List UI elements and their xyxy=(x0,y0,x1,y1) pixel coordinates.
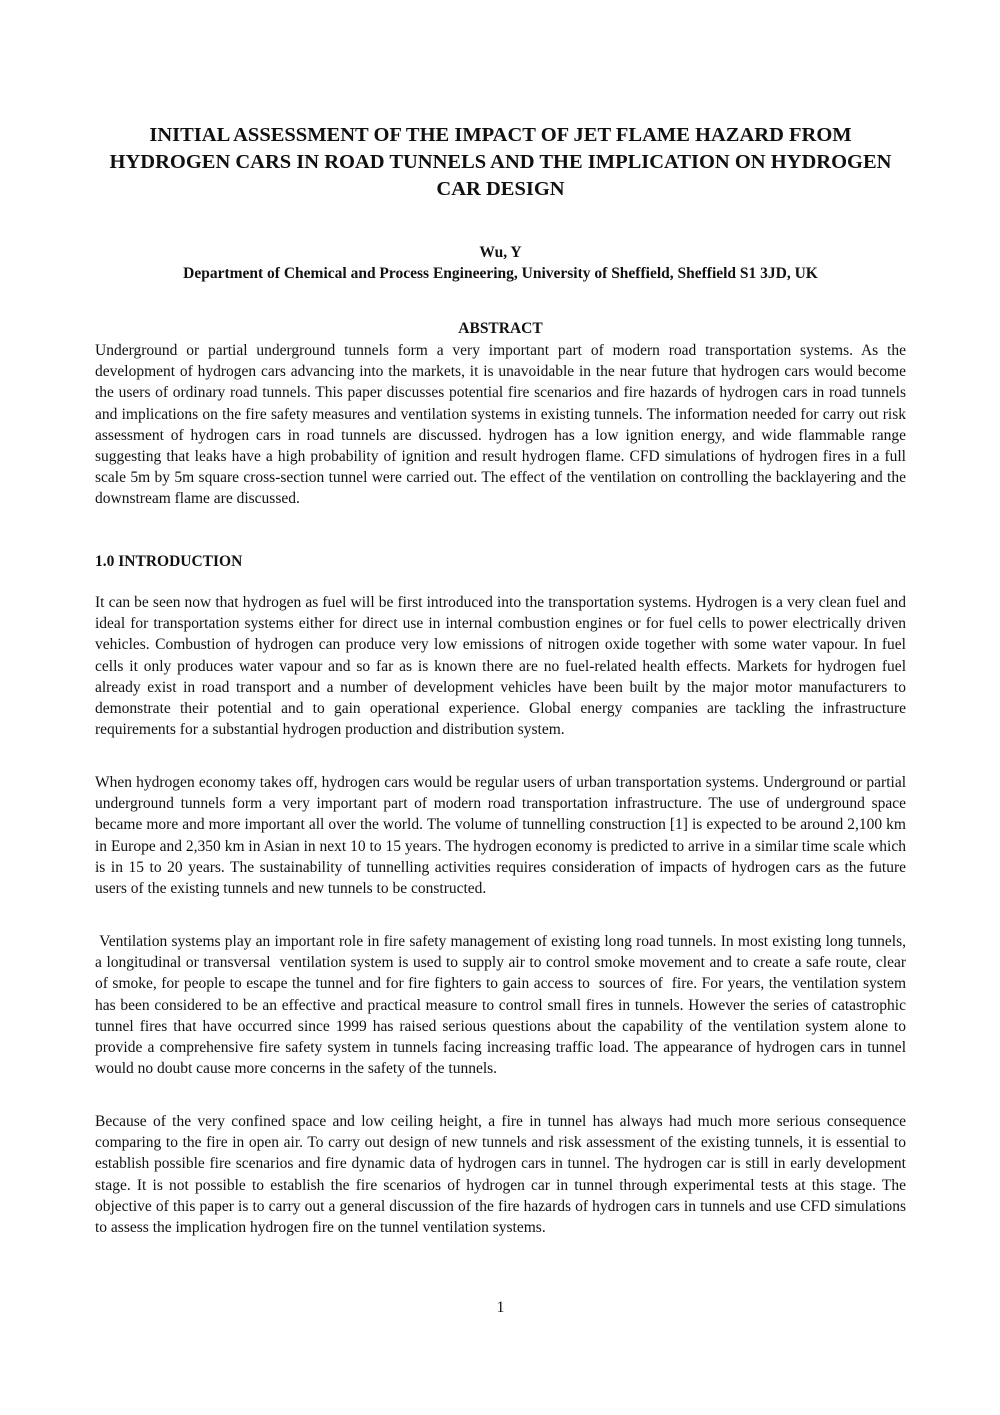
intro-paragraph-3: Ventilation systems play an important role in fire safety management of existing long road tunnels. In most existing long tunnels, a longitudinal or transversal ventilation system is used to supply air to control smoke movement and to create a safe route, clear of smoke, for people to escape the tunnel and for fire fighters to gain access to sources of fire. For years, the ventilation system has been considered to be an effective and practical measure to control small fires in tunnels. However the series of catastrophic tunnel fires that have occurred since 1999 has raised serious questions about the capability of the ventilation system alone to provide a comprehensive fire safety system in tunnels facing increasing traffic load. The appearance of hydrogen cars in tunnel would no doubt cause more concerns in the safety of the tunnels. xyxy=(95,933,910,1078)
intro-paragraph-2: When hydrogen economy takes off, hydrogen cars would be regular users of urban transportation systems. Underground or partial underground tunnels form a very important part of modern road transportation infrastructure. The use of underground space became more and more important all over the world. The volume of tunnelling construction [1] is expected to be around 2,100 km in Europe and 2,350 km in Asian in next 10 to 15 years. The hydrogen economy is predicted to arrive in a similar time scale which is in 15 to 20 years. The sustainability of tunnelling activities requires consideration of impacts of hydrogen cars as the future users of the existing tunnels and new tunnels to be constructed. xyxy=(95,774,906,898)
page-number: 1 xyxy=(496,1299,505,1316)
abstract-text: Underground or partial underground tunnels form a very important part of modern road transportation systems. As the development of hydrogen cars advancing into the markets, it is unavoidable in the near future that hydrogen cars would become the users of ordinary road tunnels. This paper discusses potential fire scenarios and fire hazards of hydrogen cars in road tunnels and implications on the fire safety measures and ventilation systems in existing tunnels. The information needed for carry out risk assessment of hydrogen cars in road tunnels are discussed. hydrogen has a low ignition energy, and wide flammable range suggesting that leaks have a high probability of ignition and result hydrogen flame. CFD simulations of hydrogen fires in a full scale 5m by 5m square cross-section tunnel were carried out. The effect of the ventilation on controlling the backlayering and the downstream flame are discussed. xyxy=(95,342,906,508)
abstract-heading: ABSTRACT xyxy=(458,320,543,337)
intro-paragraph-1: It can be seen now that hydrogen as fuel will be first introduced into the transportation systems. Hydrogen is a very clean fuel and ideal for transportation systems either for direct use in internal combustion engines or for fuel cells to power electrically driven vehicles. Combustion of hydrogen can produce very low emissions of nitrogen oxide together with some water vapour. In fuel cells it only produces water vapour and so far as is known there are no fuel-related health effects. Markets for hydrogen fuel already exist in road transport and a number of development vehicles have been built by the major motor manufacturers to demonstrate their potential and to gain operational experience. Global energy companies are tackling the infrastructure requirements for a substantial hydrogen production and distribution system. xyxy=(95,594,906,739)
author-affiliation: Department of Chemical and Process Engineering, University of Sheffield, Sheffield S1 3JD, UK xyxy=(183,265,818,282)
author-name: Wu, Y xyxy=(479,244,522,261)
intro-paragraph-4: Because of the very confined space and low ceiling height, a fire in tunnel has always had much more serious consequence comparing to the fire in open air. To carry out design of new tunnels and risk assessment of the existing tunnels, it is essential to establish possible fire scenarios and fire dynamic data of hydrogen cars in tunnel. The hydrogen car is still in early development stage. It is not possible to establish the fire scenarios of hydrogen car in tunnel through experimental tests at this stage. The objective of this paper is to carry out a general discussion of the fire hazards of hydrogen cars in tunnels and use CFD simulations to assess the implication hydrogen fire on the tunnel ventilation systems. xyxy=(95,1113,906,1237)
section-heading-introduction: 1.0 INTRODUCTION xyxy=(95,553,243,570)
paper-title: INITIAL ASSESSMENT OF THE IMPACT OF JET FLAME HAZARD FROM HYDROGEN CARS IN ROAD TUNNELS AND THE IMPLICATION ON HYDROGEN CAR DESIGN xyxy=(109,124,892,200)
